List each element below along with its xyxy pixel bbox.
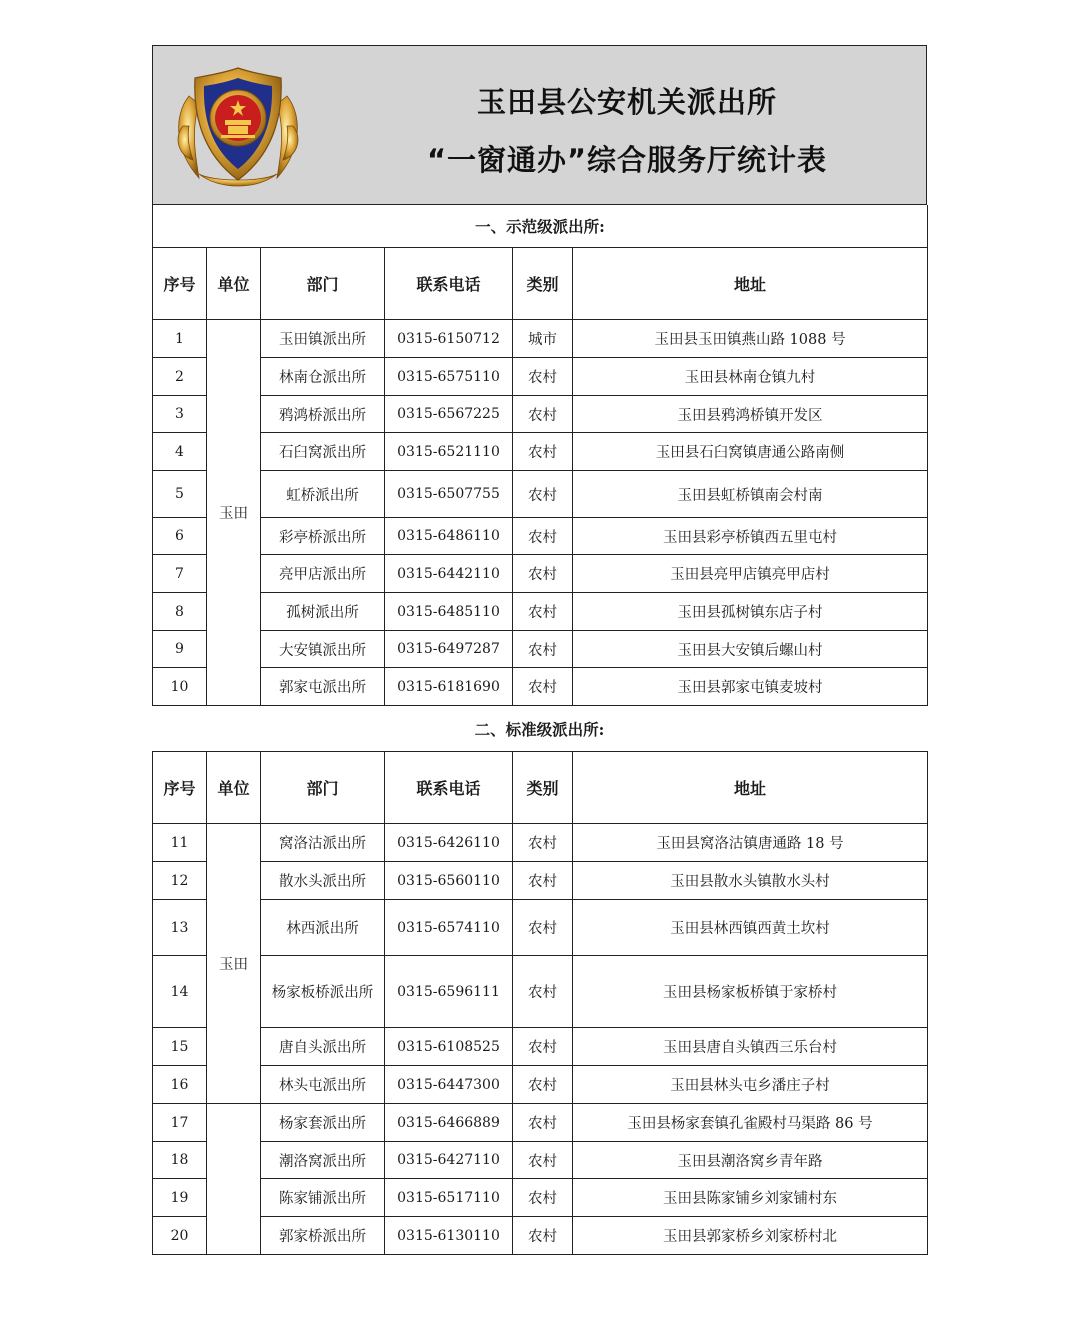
address-cell: 玉田县林西镇西黄土坎村	[573, 900, 928, 956]
table-row	[153, 518, 928, 555]
department-cell: 潮洛窝派出所	[261, 1142, 385, 1179]
address-cell: 玉田县窝洛沽镇唐通路 18 号	[573, 824, 928, 862]
row-number: 16	[153, 1066, 207, 1104]
phone-cell: 0315-6130110	[385, 1217, 513, 1255]
department-cell: 亮甲店派出所	[261, 555, 385, 593]
table-row	[153, 668, 928, 706]
type-cell: 农村	[513, 1104, 573, 1142]
phone-cell: 0315-6567225	[385, 396, 513, 433]
table-row	[153, 1028, 928, 1066]
row-number: 10	[153, 668, 207, 706]
address-cell: 玉田县玉田镇燕山路 1088 号	[573, 320, 928, 358]
unit-cell: 玉田	[207, 320, 261, 706]
type-cell: 城市	[513, 320, 573, 358]
phone-cell: 0315-6507755	[385, 471, 513, 518]
department-cell: 林西派出所	[261, 900, 385, 956]
col-header-no: 序号	[153, 248, 207, 320]
row-number: 12	[153, 862, 207, 900]
table-header-row	[153, 752, 928, 824]
address-cell: 玉田县鸦鸿桥镇开发区	[573, 396, 928, 433]
row-number: 18	[153, 1142, 207, 1179]
col-header-phone: 联系电话	[385, 752, 513, 824]
department-cell: 杨家套派出所	[261, 1104, 385, 1142]
table-row	[153, 956, 928, 1028]
table-row	[153, 396, 928, 433]
phone-cell: 0315-6181690	[385, 668, 513, 706]
phone-cell: 0315-6485110	[385, 593, 513, 631]
address-cell: 玉田县林南仓镇九村	[573, 358, 928, 396]
table-row	[153, 471, 928, 518]
table-row	[153, 900, 928, 956]
department-cell: 郭家桥派出所	[261, 1217, 385, 1255]
section2-title: 二、标准级派出所:	[474, 720, 605, 739]
row-number: 8	[153, 593, 207, 631]
col-header-address: 地址	[573, 248, 928, 320]
type-cell: 农村	[513, 518, 573, 555]
row-number: 11	[153, 824, 207, 862]
address-cell: 玉田县虹桥镇南会村南	[573, 471, 928, 518]
department-cell: 杨家板桥派出所	[261, 956, 385, 1028]
table-row	[153, 1142, 928, 1179]
document-title-line2: “一窗通办”综合服务厅统计表	[426, 143, 828, 177]
address-cell: 玉田县孤树镇东店子村	[573, 593, 928, 631]
department-cell: 陈家铺派出所	[261, 1179, 385, 1217]
row-number: 7	[153, 555, 207, 593]
table-row	[153, 862, 928, 900]
section1-title: 一、示范级派出所:	[153, 205, 928, 248]
section1-table	[152, 205, 928, 706]
address-cell: 玉田县散水头镇散水头村	[573, 862, 928, 900]
document-page	[152, 45, 927, 1255]
department-cell: 彩亭桥派出所	[261, 518, 385, 555]
department-cell: 石臼窝派出所	[261, 433, 385, 471]
row-number: 6	[153, 518, 207, 555]
type-cell: 农村	[513, 1217, 573, 1255]
type-cell: 农村	[513, 824, 573, 862]
col-header-type: 类别	[513, 752, 573, 824]
address-cell: 玉田县唐自头镇西三乐台村	[573, 1028, 928, 1066]
table-row	[153, 1217, 928, 1255]
col-header-no: 序号	[153, 752, 207, 824]
row-number: 5	[153, 471, 207, 518]
table-row	[153, 320, 928, 358]
phone-cell: 0315-6442110	[385, 555, 513, 593]
department-cell: 郭家屯派出所	[261, 668, 385, 706]
type-cell: 农村	[513, 1179, 573, 1217]
row-number: 4	[153, 433, 207, 471]
unit-cell	[207, 1104, 261, 1255]
type-cell: 农村	[513, 956, 573, 1028]
col-header-unit: 单位	[207, 752, 261, 824]
col-header-dept: 部门	[261, 248, 385, 320]
police-emblem-icon	[169, 56, 307, 196]
row-number: 3	[153, 396, 207, 433]
unit-cell: 玉田	[207, 824, 261, 1104]
phone-cell: 0315-6521110	[385, 433, 513, 471]
department-cell: 孤树派出所	[261, 593, 385, 631]
department-cell: 鸦鸿桥派出所	[261, 396, 385, 433]
phone-cell: 0315-6426110	[385, 824, 513, 862]
address-cell: 玉田县亮甲店镇亮甲店村	[573, 555, 928, 593]
type-cell: 农村	[513, 593, 573, 631]
col-header-address: 地址	[573, 752, 928, 824]
col-header-phone: 联系电话	[385, 248, 513, 320]
row-number: 13	[153, 900, 207, 956]
row-number: 20	[153, 1217, 207, 1255]
table-row	[153, 1179, 928, 1217]
type-cell: 农村	[513, 396, 573, 433]
phone-cell: 0315-6486110	[385, 518, 513, 555]
phone-cell: 0315-6427110	[385, 1142, 513, 1179]
table-row	[153, 824, 928, 862]
table-row	[153, 433, 928, 471]
type-cell: 农村	[513, 555, 573, 593]
table-row	[153, 593, 928, 631]
row-number: 14	[153, 956, 207, 1028]
phone-cell: 0315-6447300	[385, 1066, 513, 1104]
type-cell: 农村	[513, 668, 573, 706]
department-cell: 玉田镇派出所	[261, 320, 385, 358]
address-cell: 玉田县杨家板桥镇于家桥村	[573, 956, 928, 1028]
col-header-unit: 单位	[207, 248, 261, 320]
phone-cell: 0315-6497287	[385, 631, 513, 668]
row-number: 2	[153, 358, 207, 396]
type-cell: 农村	[513, 471, 573, 518]
phone-cell: 0315-6466889	[385, 1104, 513, 1142]
table-row	[153, 555, 928, 593]
address-cell: 玉田县大安镇后螺山村	[573, 631, 928, 668]
department-cell: 窝洛沽派出所	[261, 824, 385, 862]
type-cell: 农村	[513, 900, 573, 956]
type-cell: 农村	[513, 433, 573, 471]
address-cell: 玉田县石臼窝镇唐通公路南侧	[573, 433, 928, 471]
address-cell: 玉田县郭家屯镇麦坡村	[573, 668, 928, 706]
phone-cell: 0315-6150712	[385, 320, 513, 358]
type-cell: 农村	[513, 358, 573, 396]
department-cell: 林南仓派出所	[261, 358, 385, 396]
document-title-line1: 玉田县公安机关派出所	[476, 85, 777, 119]
address-cell: 玉田县林头屯乡潘庄子村	[573, 1066, 928, 1104]
address-cell: 玉田县杨家套镇孔雀殿村马渠路 86 号	[573, 1104, 928, 1142]
type-cell: 农村	[513, 631, 573, 668]
phone-cell: 0315-6560110	[385, 862, 513, 900]
type-cell: 农村	[513, 1066, 573, 1104]
row-number: 15	[153, 1028, 207, 1066]
phone-cell: 0315-6575110	[385, 358, 513, 396]
type-cell: 农村	[513, 862, 573, 900]
address-cell: 玉田县陈家铺乡刘家铺村东	[573, 1179, 928, 1217]
phone-cell: 0315-6108525	[385, 1028, 513, 1066]
address-cell: 玉田县彩亭桥镇西五里屯村	[573, 518, 928, 555]
table-header-row	[153, 248, 928, 320]
table-row	[153, 1066, 928, 1104]
document-header	[152, 45, 927, 205]
col-header-type: 类别	[513, 248, 573, 320]
col-header-dept: 部门	[261, 752, 385, 824]
row-number: 17	[153, 1104, 207, 1142]
phone-cell: 0315-6517110	[385, 1179, 513, 1217]
phone-cell: 0315-6596111	[385, 956, 513, 1028]
table-row	[153, 1104, 928, 1142]
department-cell: 散水头派出所	[261, 862, 385, 900]
type-cell: 农村	[513, 1142, 573, 1179]
row-number: 9	[153, 631, 207, 668]
type-cell: 农村	[513, 1028, 573, 1066]
section2-table	[152, 751, 928, 1255]
row-number: 1	[153, 320, 207, 358]
phone-cell: 0315-6574110	[385, 900, 513, 956]
address-cell: 玉田县郭家桥乡刘家桥村北	[573, 1217, 928, 1255]
address-cell: 玉田县潮洛窝乡青年路	[573, 1142, 928, 1179]
department-cell: 虹桥派出所	[261, 471, 385, 518]
row-number: 19	[153, 1179, 207, 1217]
department-cell: 大安镇派出所	[261, 631, 385, 668]
table-row	[153, 631, 928, 668]
table-row	[153, 358, 928, 396]
department-cell: 唐自头派出所	[261, 1028, 385, 1066]
department-cell: 林头屯派出所	[261, 1066, 385, 1104]
